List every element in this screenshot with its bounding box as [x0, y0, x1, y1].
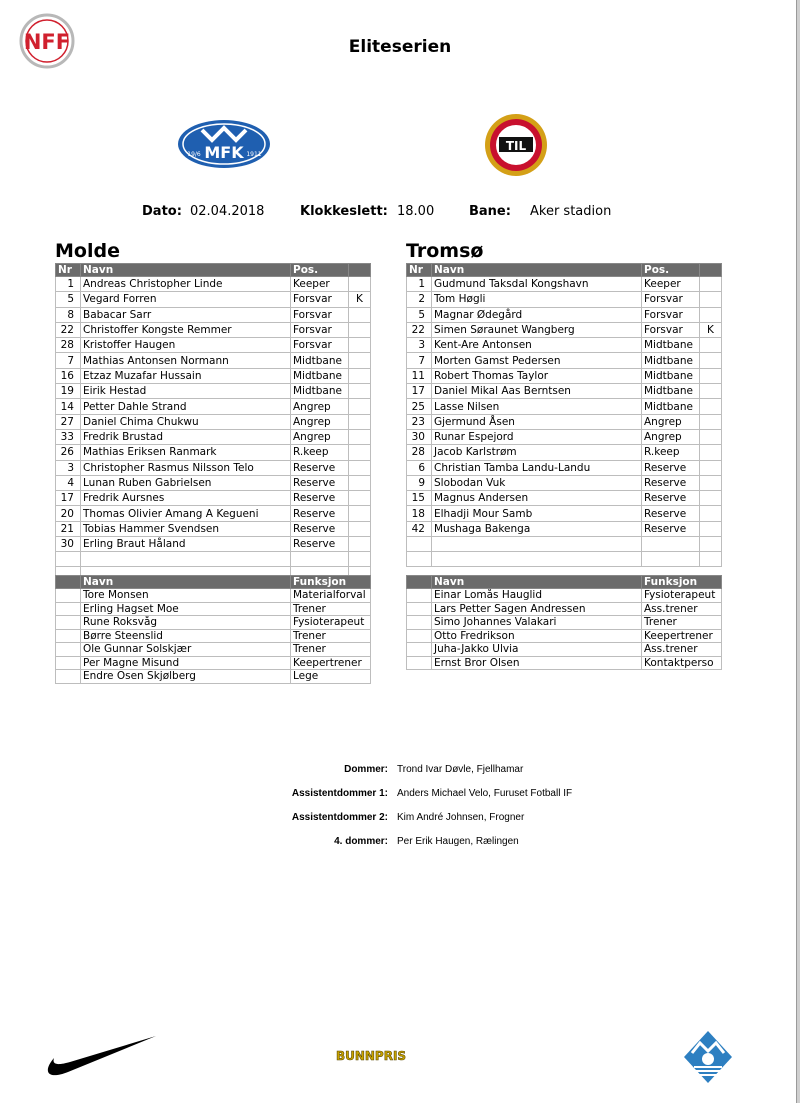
player-name: Fredrik Brustad [81, 429, 291, 444]
player-captain [700, 445, 722, 460]
player-name: Gjermund Åsen [432, 414, 642, 429]
nff-logo-text: NFF [23, 30, 71, 54]
staff-row [56, 616, 371, 630]
player-captain [349, 429, 371, 444]
player-row [56, 338, 371, 353]
staff-row [56, 670, 371, 684]
player-captain [700, 353, 722, 368]
player-captain [700, 384, 722, 399]
col-name: Navn [81, 264, 291, 277]
player-number: 11 [407, 368, 432, 383]
player-row [56, 506, 371, 521]
player-row [407, 307, 722, 322]
player-position: R.keep [642, 445, 700, 460]
player-row [407, 521, 722, 536]
player-row [407, 506, 722, 521]
referee-label: Dommer: [344, 764, 388, 775]
staff-blank-cell [56, 616, 81, 630]
col-nr: Nr [56, 264, 81, 277]
player-captain [349, 521, 371, 536]
player-position: Midtbane [642, 368, 700, 383]
nike-swoosh-icon [40, 1028, 158, 1078]
player-position: Forsvar [642, 322, 700, 337]
player-captain [700, 460, 722, 475]
away-staff-table [406, 575, 722, 670]
player-position: Angrep [291, 399, 349, 414]
referee-value: Trond Ivar Døvle, Fjellhamar [397, 764, 524, 775]
staff-name: Otto Fredrikson [432, 629, 642, 643]
home-team-name: Molde [55, 240, 120, 262]
player-number: 1 [56, 277, 81, 292]
home-roster-table [55, 263, 371, 582]
svg-text:BUNNPRIS: BUNNPRIS [335, 1049, 407, 1063]
staff-row [56, 589, 371, 603]
player-number: 23 [407, 414, 432, 429]
staff-blank-cell [56, 656, 81, 670]
staff-name: Per Magne Misund [81, 656, 291, 670]
staff-blank-cell [56, 670, 81, 684]
player-number: 28 [56, 338, 81, 353]
player-row [56, 353, 371, 368]
player-captain [349, 475, 371, 490]
staff-header [56, 576, 371, 589]
empty-cell [349, 552, 371, 567]
empty-cell [700, 537, 722, 552]
player-row [407, 384, 722, 399]
player-position: Forsvar [291, 307, 349, 322]
player-row [56, 475, 371, 490]
staff-col-role: Funksjon [642, 576, 722, 589]
player-position: Midtbane [291, 384, 349, 399]
player-row [407, 399, 722, 414]
staff-blank-cell [407, 656, 432, 670]
player-captain [700, 429, 722, 444]
empty-cell [407, 537, 432, 552]
player-name: Slobodan Vuk [432, 475, 642, 490]
staff-name: Lars Petter Sagen Andressen [432, 602, 642, 616]
player-row [56, 292, 371, 307]
assistant-2-label: Assistentdommer 2: [291, 812, 388, 823]
player-name: Kent-Are Antonsen [432, 338, 642, 353]
bunnpris-logo [333, 1046, 409, 1064]
player-name: Robert Thomas Taylor [432, 368, 642, 383]
staff-blank-cell [56, 629, 81, 643]
staff-header [407, 576, 722, 589]
player-position: Keeper [642, 277, 700, 292]
player-name: Eirik Hestad [81, 384, 291, 399]
player-row [407, 445, 722, 460]
svg-text:1911: 1911 [246, 151, 262, 158]
staff-row [407, 643, 722, 657]
player-captain [700, 307, 722, 322]
staff-role: Trener [291, 602, 371, 616]
player-name: Christoffer Kongste Remmer [81, 322, 291, 337]
player-row [56, 491, 371, 506]
player-row [56, 322, 371, 337]
player-row [56, 399, 371, 414]
player-number: 4 [56, 475, 81, 490]
player-position: Angrep [642, 429, 700, 444]
staff-name: Ole Gunnar Solskjær [81, 643, 291, 657]
player-position: Forsvar [291, 322, 349, 337]
player-name: Thomas Olivier Amang A Kegueni [81, 506, 291, 521]
empty-cell [700, 552, 722, 567]
player-position: Forsvar [291, 338, 349, 353]
staff-role: Fysioterapeut [291, 616, 371, 630]
player-row [56, 368, 371, 383]
player-captain [349, 353, 371, 368]
staff-name: Einar Lomås Hauglid [432, 589, 642, 603]
player-captain [700, 506, 722, 521]
staff-role: Lege [291, 670, 371, 684]
player-name: Mushaga Bakenga [432, 521, 642, 536]
player-name: Kristoffer Haugen [81, 338, 291, 353]
player-captain [700, 277, 722, 292]
player-number: 30 [407, 429, 432, 444]
player-position: Keeper [291, 277, 349, 292]
player-captain [349, 307, 371, 322]
player-position: Angrep [642, 414, 700, 429]
player-name: Lasse Nilsen [432, 399, 642, 414]
player-row [56, 384, 371, 399]
away-roster-table [406, 263, 722, 567]
player-number: 7 [56, 353, 81, 368]
player-number: 2 [407, 292, 432, 307]
player-captain [700, 368, 722, 383]
player-captain [349, 384, 371, 399]
player-position: Reserve [642, 491, 700, 506]
empty-cell [407, 552, 432, 567]
player-name: Daniel Mikal Aas Berntsen [432, 384, 642, 399]
player-position: R.keep [291, 445, 349, 460]
staff-blank-cell [407, 643, 432, 657]
roster-header [407, 264, 722, 277]
player-number: 28 [407, 445, 432, 460]
player-position: Forsvar [291, 292, 349, 307]
player-name: Daniel Chima Chukwu [81, 414, 291, 429]
player-position: Angrep [291, 414, 349, 429]
player-captain [349, 338, 371, 353]
molde-badge-icon [176, 118, 272, 170]
player-position: Reserve [291, 537, 349, 552]
player-number: 7 [407, 353, 432, 368]
svg-text:MFK: MFK [204, 143, 244, 162]
player-name: Petter Dahle Strand [81, 399, 291, 414]
player-number: 27 [56, 414, 81, 429]
player-name: Christian Tamba Landu-Landu [432, 460, 642, 475]
player-captain [349, 277, 371, 292]
player-name: Morten Gamst Pedersen [432, 353, 642, 368]
player-number: 8 [56, 307, 81, 322]
staff-blank-cell [407, 602, 432, 616]
tromso-badge-icon [483, 110, 549, 180]
player-row [407, 353, 722, 368]
staff-role: Trener [642, 616, 722, 630]
empty-cell [642, 537, 700, 552]
staff-name: Rune Roksvåg [81, 616, 291, 630]
player-name: Vegard Forren [81, 292, 291, 307]
staff-col-role: Funksjon [291, 576, 371, 589]
fourth-official-label: 4. dommer: [334, 836, 388, 847]
player-position: Midtbane [642, 353, 700, 368]
staff-col-name: Navn [81, 576, 291, 589]
col-captain [349, 264, 371, 277]
venue-value: Aker stadion [530, 204, 612, 219]
player-name: Runar Espejord [432, 429, 642, 444]
empty-cell [291, 552, 349, 567]
staff-row [407, 602, 722, 616]
empty-cell [642, 552, 700, 567]
empty-row [407, 552, 722, 567]
empty-cell [432, 537, 642, 552]
staff-blank-cell [407, 629, 432, 643]
player-number: 25 [407, 399, 432, 414]
away-team-name: Tromsø [406, 240, 484, 262]
col-nr: Nr [407, 264, 432, 277]
player-captain [700, 399, 722, 414]
player-position: Angrep [291, 429, 349, 444]
fourth-official-value: Per Erik Haugen, Rælingen [397, 836, 519, 847]
player-number: 18 [407, 506, 432, 521]
player-position: Reserve [291, 506, 349, 521]
staff-row [56, 656, 371, 670]
staff-row [407, 589, 722, 603]
player-number: 3 [407, 338, 432, 353]
player-number: 21 [56, 521, 81, 536]
player-number: 17 [407, 384, 432, 399]
player-position: Midtbane [291, 353, 349, 368]
staff-row [56, 643, 371, 657]
player-number: 9 [407, 475, 432, 490]
player-name: Andreas Christopher Linde [81, 277, 291, 292]
roster-header [56, 264, 371, 277]
player-name: Elhadji Mour Samb [432, 506, 642, 521]
player-number: 33 [56, 429, 81, 444]
staff-blank-cell [56, 589, 81, 603]
player-position: Reserve [291, 521, 349, 536]
player-captain [700, 338, 722, 353]
staff-row [407, 616, 722, 630]
staff-row [56, 629, 371, 643]
player-captain [700, 491, 722, 506]
staff-name: Simo Johannes Valakari [432, 616, 642, 630]
player-row [56, 414, 371, 429]
player-number: 22 [407, 322, 432, 337]
player-captain [349, 460, 371, 475]
player-number: 3 [56, 460, 81, 475]
player-name: Tom Høgli [432, 292, 642, 307]
player-name: Jacob Karlstrøm [432, 445, 642, 460]
player-row [56, 277, 371, 292]
staff-role: Keepertrener [642, 629, 722, 643]
player-captain [349, 491, 371, 506]
player-row [407, 292, 722, 307]
player-captain [349, 322, 371, 337]
player-row [407, 414, 722, 429]
home-staff-table [55, 575, 371, 684]
player-name: Mathias Antonsen Normann [81, 353, 291, 368]
staff-blank-cell [56, 643, 81, 657]
staff-role: Materialforval [291, 589, 371, 603]
player-position: Reserve [291, 460, 349, 475]
player-row [407, 338, 722, 353]
player-position: Reserve [642, 521, 700, 536]
player-row [407, 322, 722, 337]
player-position: Forsvar [642, 292, 700, 307]
player-captain [700, 521, 722, 536]
player-row [407, 491, 722, 506]
time-value: 18.00 [397, 204, 435, 219]
col-pos: Pos. [291, 264, 349, 277]
staff-blank-cell [407, 616, 432, 630]
player-position: Midtbane [642, 338, 700, 353]
empty-row [407, 537, 722, 552]
player-name: Christopher Rasmus Nilsson Telo [81, 460, 291, 475]
player-number: 30 [56, 537, 81, 552]
col-captain [700, 264, 722, 277]
player-captain [700, 475, 722, 490]
player-position: Reserve [642, 475, 700, 490]
svg-text:19/6: 19/6 [187, 151, 201, 158]
assistant-1-value: Anders Michael Velo, Furuset Fotball IF [397, 788, 573, 799]
empty-cell [81, 552, 291, 567]
player-captain [349, 368, 371, 383]
staff-role: Ass.trener [642, 602, 722, 616]
player-number: 26 [56, 445, 81, 460]
date-label: Dato: [142, 204, 182, 219]
player-name: Magnus Andersen [432, 491, 642, 506]
player-row [407, 475, 722, 490]
player-row [407, 368, 722, 383]
staff-row [407, 656, 722, 670]
player-captain [700, 292, 722, 307]
player-number: 5 [407, 307, 432, 322]
player-name: Tobias Hammer Svendsen [81, 521, 291, 536]
player-position: Midtbane [291, 368, 349, 383]
staff-name: Erling Hagset Moe [81, 602, 291, 616]
player-row [56, 445, 371, 460]
staff-role: Trener [291, 629, 371, 643]
player-number: 6 [407, 460, 432, 475]
player-name: Fredrik Aursnes [81, 491, 291, 506]
player-name: Erling Braut Håland [81, 537, 291, 552]
player-row [56, 460, 371, 475]
staff-role: Fysioterapeut [642, 589, 722, 603]
staff-col-blank [407, 576, 432, 589]
empty-cell [56, 552, 81, 567]
player-number: 22 [56, 322, 81, 337]
staff-row [407, 629, 722, 643]
staff-role: Trener [291, 643, 371, 657]
player-position: Midtbane [642, 399, 700, 414]
empty-cell [432, 552, 642, 567]
staff-name: Endre Osen Skjølberg [81, 670, 291, 684]
date-value: 02.04.2018 [190, 204, 265, 219]
staff-name: Tore Monsen [81, 589, 291, 603]
assistant-1-label: Assistentdommer 1: [291, 788, 388, 799]
staff-name: Ernst Bror Olsen [432, 656, 642, 670]
assistant-2-value: Kim André Johnsen, Frogner [397, 812, 525, 823]
player-position: Forsvar [642, 307, 700, 322]
player-row [407, 460, 722, 475]
player-captain [349, 537, 371, 552]
player-captain [349, 414, 371, 429]
staff-col-blank [56, 576, 81, 589]
player-number: 20 [56, 506, 81, 521]
col-name: Navn [432, 264, 642, 277]
player-position: Reserve [642, 460, 700, 475]
player-number: 16 [56, 368, 81, 383]
player-row [56, 537, 371, 552]
page-edge-line [796, 0, 797, 1103]
player-position: Reserve [291, 475, 349, 490]
staff-row [56, 602, 371, 616]
player-captain: K [349, 292, 371, 307]
player-row [56, 521, 371, 536]
empty-row [56, 552, 371, 567]
staff-col-name: Navn [432, 576, 642, 589]
player-position: Reserve [642, 506, 700, 521]
player-position: Midtbane [642, 384, 700, 399]
player-number: 14 [56, 399, 81, 414]
player-captain [349, 506, 371, 521]
svg-text:TIL: TIL [505, 139, 527, 153]
player-row [56, 307, 371, 322]
staff-blank-cell [407, 589, 432, 603]
player-number: 42 [407, 521, 432, 536]
player-captain: K [700, 322, 722, 337]
col-pos: Pos. [642, 264, 700, 277]
molde-kommune-icon [682, 1027, 734, 1085]
staff-role: Keepertrener [291, 656, 371, 670]
staff-blank-cell [56, 602, 81, 616]
player-captain [349, 399, 371, 414]
staff-role: Kontaktperso [642, 656, 722, 670]
player-number: 17 [56, 491, 81, 506]
player-name: Lunan Ruben Gabrielsen [81, 475, 291, 490]
player-name: Magnar Ødegård [432, 307, 642, 322]
staff-role: Ass.trener [642, 643, 722, 657]
player-number: 1 [407, 277, 432, 292]
player-name: Mathias Eriksen Ranmark [81, 445, 291, 460]
player-row [407, 277, 722, 292]
player-name: Etzaz Muzafar Hussain [81, 368, 291, 383]
player-name: Simen Søraunet Wangberg [432, 322, 642, 337]
venue-label: Bane: [469, 204, 511, 219]
player-captain [349, 445, 371, 460]
player-number: 5 [56, 292, 81, 307]
player-name: Gudmund Taksdal Kongshavn [432, 277, 642, 292]
time-label: Klokkeslett: [300, 204, 388, 219]
staff-name: Børre Steenslid [81, 629, 291, 643]
page-title: Eliteserien [348, 37, 452, 57]
player-row [407, 429, 722, 444]
player-name: Babacar Sarr [81, 307, 291, 322]
player-captain [700, 414, 722, 429]
player-row [56, 429, 371, 444]
staff-name: Juha-Jakko Ulvia [432, 643, 642, 657]
player-number: 19 [56, 384, 81, 399]
player-number: 15 [407, 491, 432, 506]
player-position: Reserve [291, 491, 349, 506]
